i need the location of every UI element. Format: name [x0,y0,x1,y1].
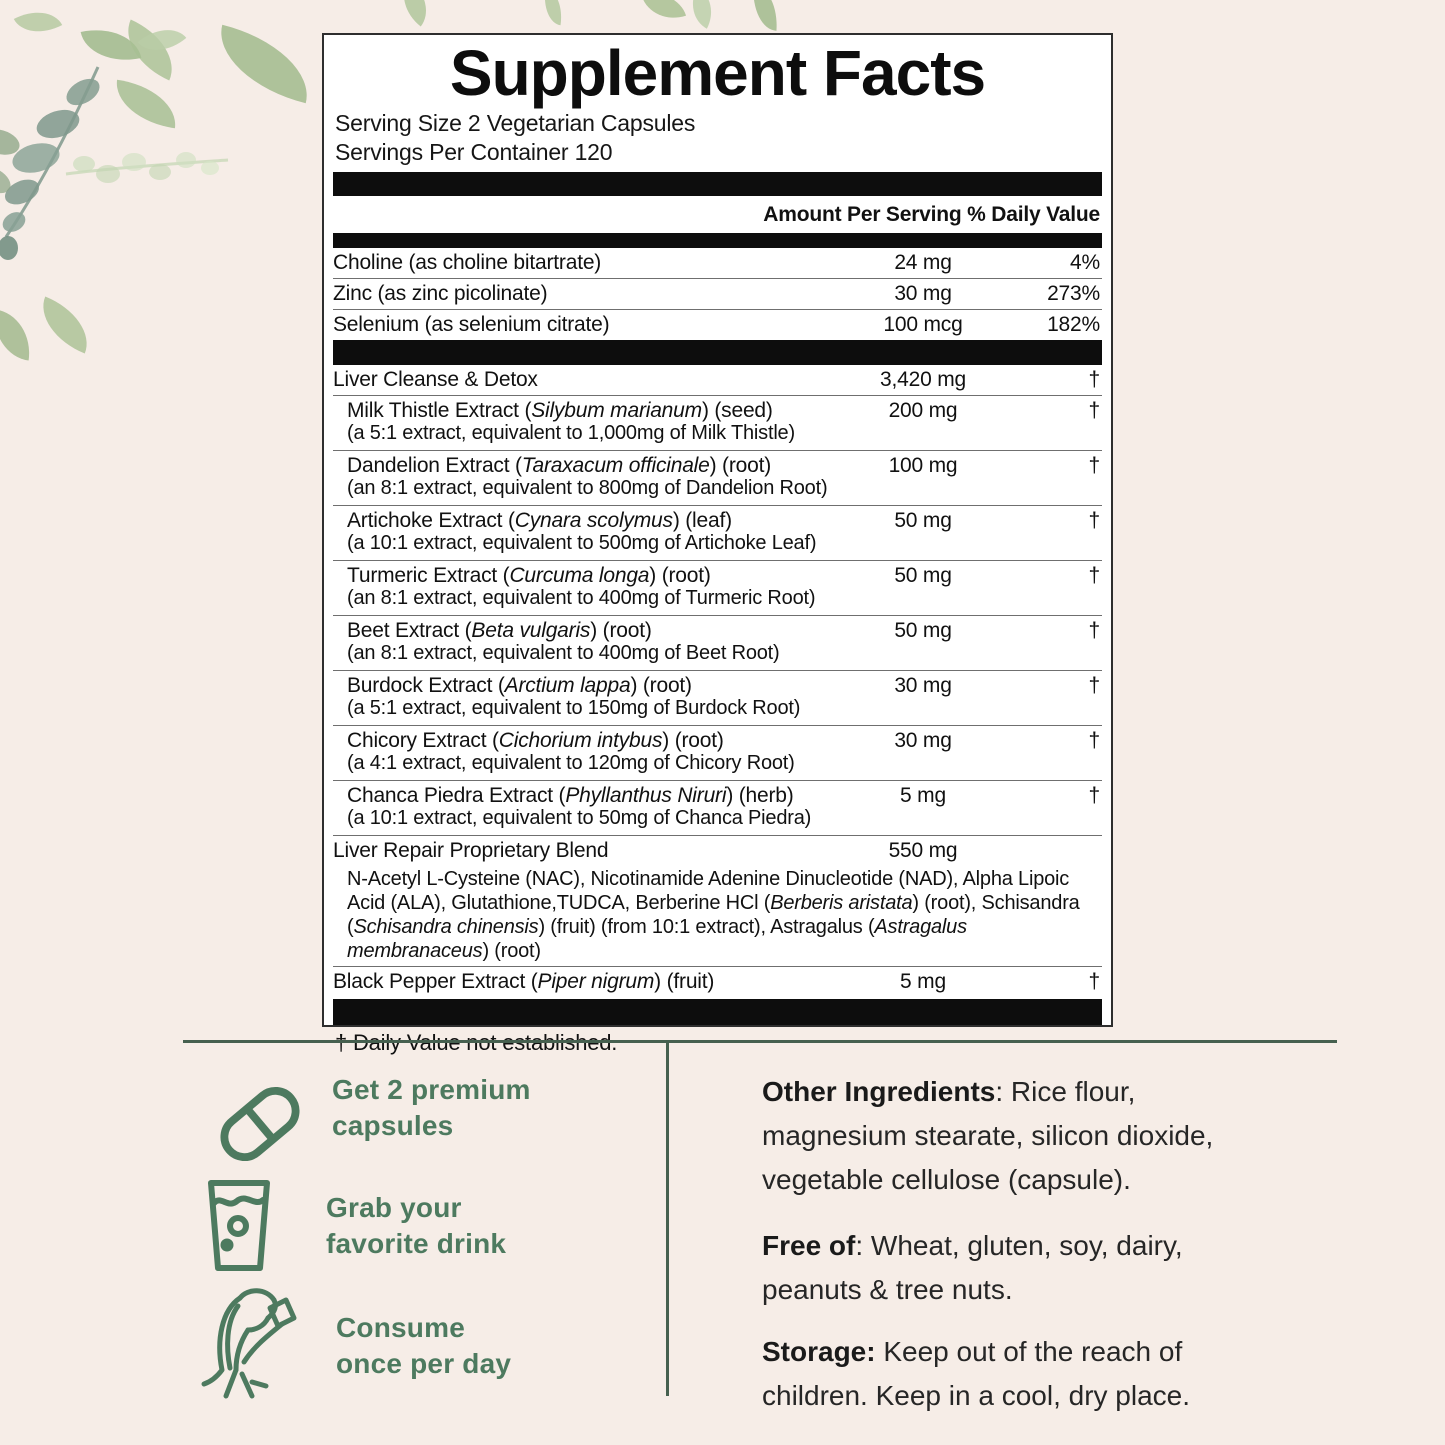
nutrient-daily-value: † [1088,784,1100,807]
nutrient-daily-value: † [1088,674,1100,697]
nutrient-amount: 5 mg [900,784,946,807]
nutrient-amount: 30 mg [894,282,952,305]
nutrient-daily-value: † [1088,368,1100,391]
nutrient-row [333,670,1102,725]
nutrient-amount: 200 mg [888,399,958,422]
usage-item-drink [204,1178,506,1273]
nutrient-amount: 24 mg [894,251,952,274]
nutrient-daily-value: † [1088,729,1100,752]
info-paragraph-other-ingredients: Other Ingredients: Rice flour, magnesium stearate, silicon dioxide, vegetable cellulose (capsule). [762,1076,1214,1195]
nutrient-daily-value: 273% [1047,282,1100,305]
nutrient-name: Chicory Extract (Cichorium intybus) (root) [347,729,724,752]
supplement-facts-panel [322,33,1113,1027]
nutrient-name: Liver Repair Proprietary Blend [333,839,609,862]
nutrient-name: Zinc (as zinc picolinate) [333,282,548,305]
thick-bar [333,999,1102,1025]
leaf-decoration [14,0,62,44]
leaf-decoration [750,0,779,31]
serving-size: Serving Size 2 Vegetarian Capsules [335,110,696,136]
nutrient-amount: 50 mg [894,619,952,642]
usage-label: favorite drink [326,1228,507,1259]
nutrient-row [333,395,1102,450]
servings-per-container: Servings Per Container 120 [335,139,613,165]
woman-drinking-icon [182,1282,322,1402]
proprietary-blend-ingredients: N-Acetyl L-Cysteine (NAC), Nicotinamide Adenine Dinucleotide (NAD), Alpha Lipoic Acid (ALA), Glutathione,TUDCA, Berberine HCl (Berberis aristata) (root), Schisandra (Schisandra chinensis) (fruit) (from 10:1 extract), Astragalus (Astragalus membranaceus) (root) [347,868,1080,962]
nutrient-amount: 3,420 mg [880,368,966,391]
nutrient-amount: 5 mg [900,970,946,993]
nutrient-amount: 50 mg [894,509,952,532]
nutrient-row [333,780,1102,835]
nutrient-row [333,365,1102,395]
nutrient-amount: 30 mg [894,729,952,752]
nutrient-daily-value: † [1088,454,1100,477]
nutrient-amount: 30 mg [894,674,952,697]
nutrient-equivalence-note: (a 5:1 extract, equivalent to 150mg of Burdock Root) [347,697,801,719]
nutrient-row [333,560,1102,615]
horizontal-divider [183,1040,1337,1043]
info-paragraph-storage: Storage: Keep out of the reach of children. Keep in a cool, dry place. [762,1336,1191,1411]
nutrient-name: Dandelion Extract (Taraxacum officinale) (root) [347,454,772,477]
thick-bar [333,340,1102,365]
nutrient-equivalence-note: (a 4:1 extract, equivalent to 120mg of Chicory Root) [347,752,795,774]
column-header: Amount Per Serving % Daily Value [763,203,1100,226]
nutrient-row [333,450,1102,505]
leaf-decoration [541,0,566,25]
nutrient-equivalence-note: (a 5:1 extract, equivalent to 1,000mg of Milk Thistle) [347,422,795,444]
usage-label: capsules [332,1110,454,1141]
nutrient-name: Beet Extract (Beta vulgaris) (root) [347,619,652,642]
thick-bar [333,172,1102,196]
nutrient-name: Milk Thistle Extract (Silybum marianum) (seed) [347,399,773,422]
nutrient-name: Artichoke Extract (Cynara scolymus) (leaf) [347,509,732,532]
nutrient-daily-value: † [1088,564,1100,587]
usage-label: Get 2 premium [332,1074,531,1105]
nutrient-daily-value: † [1088,970,1100,993]
nutrient-name: Turmeric Extract (Curcuma longa) (root) [347,564,711,587]
nutrient-row [333,309,1102,340]
nutrient-equivalence-note: (an 8:1 extract, equivalent to 400mg of Beet Root) [347,642,780,664]
leaf-decoration [209,25,320,104]
nutrient-daily-value: † [1088,509,1100,532]
nutrient-row [333,278,1102,309]
nutrient-row [333,725,1102,780]
capsule-icon [196,1068,324,1180]
nutrient-daily-value: † [1088,399,1100,422]
nutrient-name: Liver Cleanse & Detox [333,368,538,391]
nutrient-name: Choline (as choline bitartrate) [333,251,602,274]
leaf-decoration [642,0,686,27]
usage-label: Grab your [326,1192,462,1223]
supplement-facts-title: Supplement Facts [449,37,986,109]
leaf-decoration [0,309,35,360]
nutrient-row [333,615,1102,670]
nutrient-name: Chanca Piedra Extract (Phyllanthus Niruri) (herb) [347,784,794,807]
nutrient-name: Selenium (as selenium citrate) [333,313,610,336]
usage-label: Consume [336,1312,465,1343]
usage-item-capsules [196,1068,531,1180]
leaf-decoration [31,297,99,354]
nutrient-amount: 550 mg [888,839,958,862]
nutrient-equivalence-note: (a 10:1 extract, equivalent to 50mg of Chanca Piedra) [347,807,812,829]
light-sprig-decoration [62,140,232,200]
nutrient-equivalence-note: (an 8:1 extract, equivalent to 800mg of Dandelion Root) [347,477,828,499]
nutrient-amount: 100 mg [888,454,958,477]
nutrient-name: Black Pepper Extract (Piper nigrum) (fruit) [333,970,715,993]
nutrient-amount: 50 mg [894,564,952,587]
nutrient-daily-value: 182% [1047,313,1100,336]
nutrient-equivalence-note: (a 10:1 extract, equivalent to 500mg of Artichoke Leaf) [347,532,817,554]
nutrient-equivalence-note: (an 8:1 extract, equivalent to 400mg of Turmeric Root) [347,587,816,609]
usage-label: once per day [336,1348,512,1379]
glass-icon [204,1178,274,1273]
leaf-decoration [682,0,722,29]
nutrient-amount: 100 mcg [883,313,963,336]
vertical-divider [666,1043,669,1396]
nutrient-name: Burdock Extract (Arctium lappa) (root) [347,674,692,697]
nutrient-daily-value: 4% [1070,251,1100,274]
nutrient-row [333,505,1102,560]
nutrient-row [333,966,1102,997]
nutrient-row [333,248,1102,278]
nutrient-daily-value: † [1088,619,1100,642]
info-paragraph-free-of: Free of: Wheat, gluten, soy, dairy, peanuts & tree nuts. [762,1230,1183,1305]
usage-item-consume [182,1282,511,1402]
thick-bar [333,233,1102,248]
nutrient-row [333,835,1102,866]
leaf-decoration [391,0,439,27]
